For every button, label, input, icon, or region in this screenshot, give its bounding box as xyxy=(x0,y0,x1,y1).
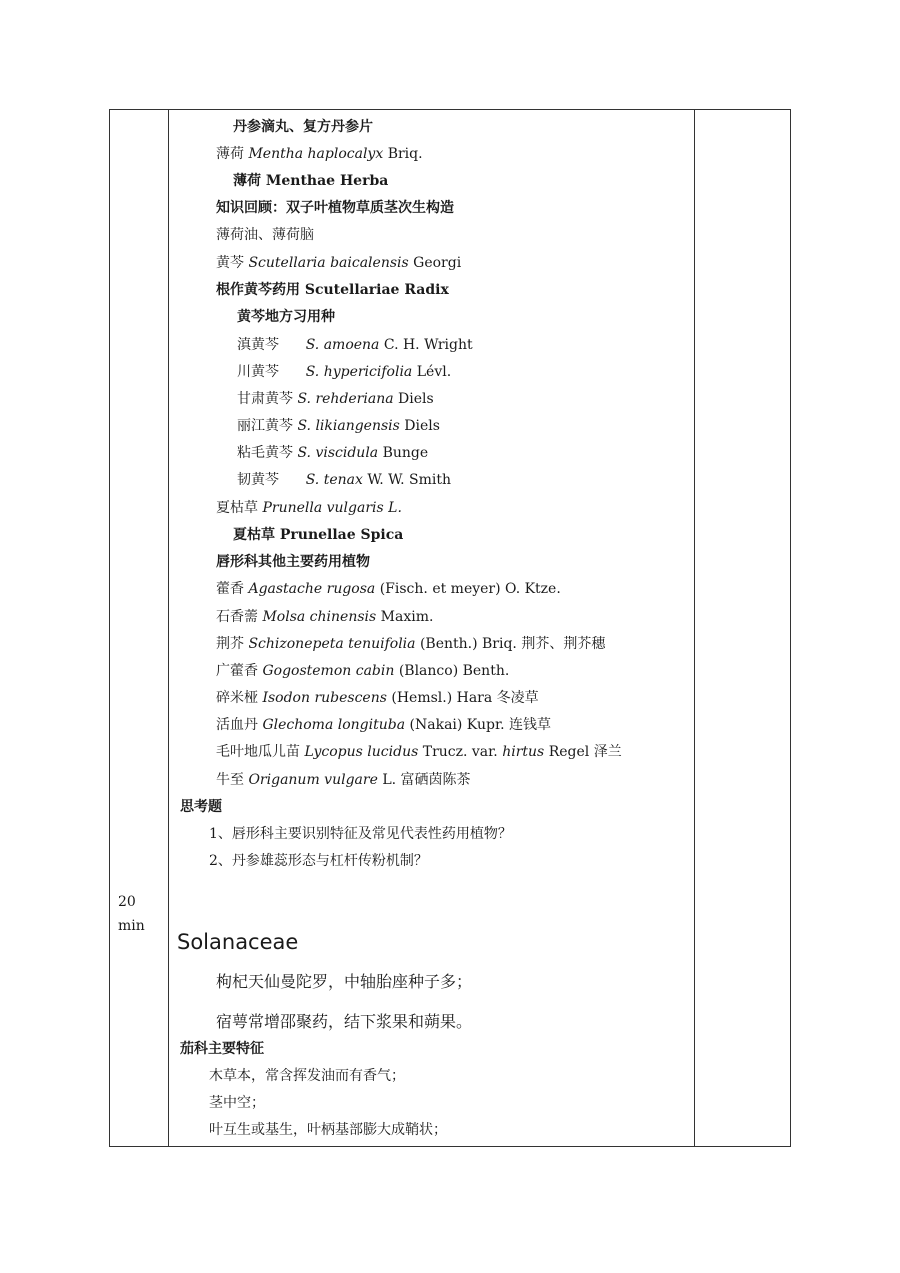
text-line: 茎中空； xyxy=(209,1095,265,1111)
species-line: 广藿香 Gogostemon cabin (Blanco) Benth. xyxy=(216,663,510,679)
text-line: 夏枯草 Prunellae Spica xyxy=(233,527,404,543)
time-value: 20 xyxy=(118,894,136,910)
species-line: 毛叶地瓜儿苗 Lycopus lucidus Trucz. var. hirtus Regel 泽兰 xyxy=(216,744,622,760)
time-cell xyxy=(118,890,145,938)
species-line: 韧黄芩 S. tenax W. W. Smith xyxy=(237,472,451,488)
species-line: 碎米桠 Isodon rubescens (Hemsl.) Hara 冬凌草 xyxy=(216,690,539,706)
text-line: 丹参滴丸、复方丹参片 xyxy=(233,119,373,135)
text-line: 薄荷 Menthae Herba xyxy=(233,173,389,189)
species-line: 黄芩 Scutellaria baicalensis Georgi xyxy=(216,255,462,271)
species-line: 藿香 Agastache rugosa (Fisch. et meyer) O. Ktze. xyxy=(216,581,561,597)
section-heading: 茄科主要特征 xyxy=(180,1041,264,1057)
species-line: 丽江黄芩 S. likiangensis Diels xyxy=(237,418,440,434)
species-line: 薄荷 Mentha haplocalyx Briq. xyxy=(216,146,423,162)
species-line: 活血丹 Glechoma longituba (Nakai) Kupr. 连钱草 xyxy=(216,717,551,733)
mnemonic-line: 宿萼常增邵聚药，结下浆果和蒴果。 xyxy=(216,1012,473,1031)
text-line: 根作黄芩药用 Scutellariae Radix xyxy=(216,282,449,298)
column-divider xyxy=(168,110,169,1146)
time-unit: min xyxy=(118,918,145,934)
family-title: Solanaceae xyxy=(177,930,299,954)
text-line: 唇形科其他主要药用植物 xyxy=(216,554,370,570)
species-line: 川黄芩 S. hypericifolia Lévl. xyxy=(237,364,452,380)
species-line: 粘毛黄芩 S. viscidula Bunge xyxy=(237,445,429,461)
text-line: 黄芩地方习用种 xyxy=(237,309,335,325)
question-item: 2、丹参雄蕊形态与杠杆传粉机制？ xyxy=(209,853,428,869)
text-line: 知识回顾：双子叶植物草质茎次生构造 xyxy=(216,200,454,216)
text-line: 叶互生或基生，叶柄基部膨大成鞘状； xyxy=(209,1122,447,1138)
species-line: 牛至 Origanum vulgare L. 富硒茵陈茶 xyxy=(216,772,471,788)
mnemonic-line: 枸杞天仙曼陀罗，中轴胎座种子多； xyxy=(216,972,473,991)
species-line: 荆芥 Schizonepeta tenuifolia (Benth.) Briq. 荆芥、荆芥穗 xyxy=(216,636,606,652)
text-line: 木草本，常含挥发油而有香气； xyxy=(209,1068,405,1084)
section-heading: 思考题 xyxy=(180,799,222,815)
species-line: 夏枯草 Prunella vulgaris L. xyxy=(216,500,402,516)
lesson-table xyxy=(109,109,791,1147)
question-item: 1、唇形科主要识别特征及常见代表性药用植物？ xyxy=(209,826,512,842)
species-line: 滇黄芩 S. amoena C. H. Wright xyxy=(237,337,473,353)
species-line: 甘肃黄芩 S. rehderiana Diels xyxy=(237,391,434,407)
text-line: 薄荷油、薄荷脑 xyxy=(216,227,314,243)
column-divider xyxy=(694,110,695,1146)
species-line: 石香薷 Molsa chinensis Maxim. xyxy=(216,609,434,625)
